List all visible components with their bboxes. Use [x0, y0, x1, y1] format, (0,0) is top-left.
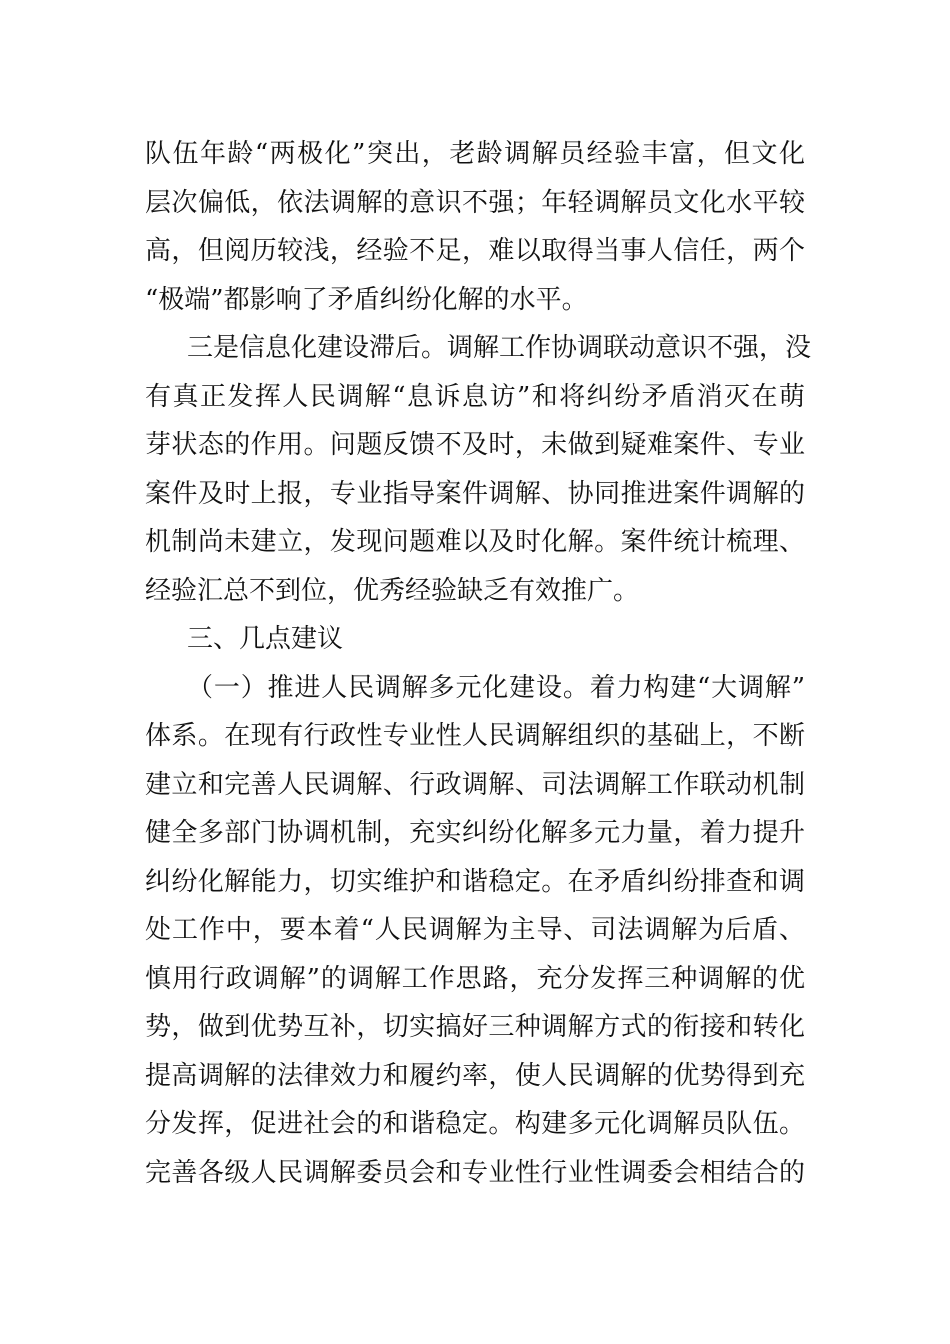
text-line: 完善各级人民调解委员会和专业性行业性调委会相结合的 — [145, 1157, 805, 1188]
text-line: 层次偏低，依法调解的意识不强；年轻调解员文化水平较 — [145, 187, 805, 218]
text-line: 经验汇总不到位，优秀经验缺乏有效推广。 — [145, 575, 640, 606]
text-line: 分发挥，促进社会的和谐稳定。构建多元化调解员队伍。 — [145, 1109, 805, 1139]
text-line: 建立和完善人民调解、行政调解、司法调解工作联动机制 — [145, 769, 805, 800]
text-line: 机制尚未建立，发现问题难以及时化解。案件统计梳理、 — [145, 527, 805, 557]
text-line: 慎用行政调解”的调解工作思路，充分发挥三种调解的优 — [145, 963, 805, 994]
text-line: “极端”都影响了矛盾纠纷化解的水平。 — [145, 284, 588, 315]
paragraph-start-line: （一）推进人民调解多元化建设。着力构建“大调解” — [187, 672, 805, 703]
text-line: 提高调解的法律效力和履约率，使人民调解的优势得到充 — [145, 1060, 805, 1091]
text-line: 健全多部门协调机制，充实纠纷化解多元力量，着力提升 — [145, 818, 805, 848]
paragraph-start-line: 三是信息化建设滞后。调解工作协调联动意识不强，没 — [187, 333, 812, 363]
text-line: 有真正发挥人民调解“息诉息访”和将纠纷矛盾消灭在萌 — [145, 381, 805, 412]
text-line: 案件及时上报，专业指导案件调解、协同推进案件调解的 — [145, 478, 805, 509]
text-line: 队伍年龄“两极化”突出，老龄调解员经验丰富，但文化 — [145, 139, 805, 169]
text-line: 势，做到优势互补，切实搞好三种调解方式的衔接和转化 — [145, 1012, 805, 1042]
text-line: 高，但阅历较浅，经验不足，难以取得当事人信任，两个 — [145, 236, 805, 266]
document-body — [145, 130, 812, 1197]
text-line: 处工作中，要本着“人民调解为主导、司法调解为后盾、 — [145, 915, 805, 945]
text-line: 体系。在现有行政性专业性人民调解组织的基础上，不断 — [145, 721, 805, 751]
section-heading: 三、几点建议 — [187, 624, 344, 654]
text-line: 纠纷化解能力，切实维护和谐稳定。在矛盾纠纷排查和调 — [145, 866, 805, 897]
text-line: 芽状态的作用。问题反馈不及时，未做到疑难案件、专业 — [145, 430, 805, 460]
